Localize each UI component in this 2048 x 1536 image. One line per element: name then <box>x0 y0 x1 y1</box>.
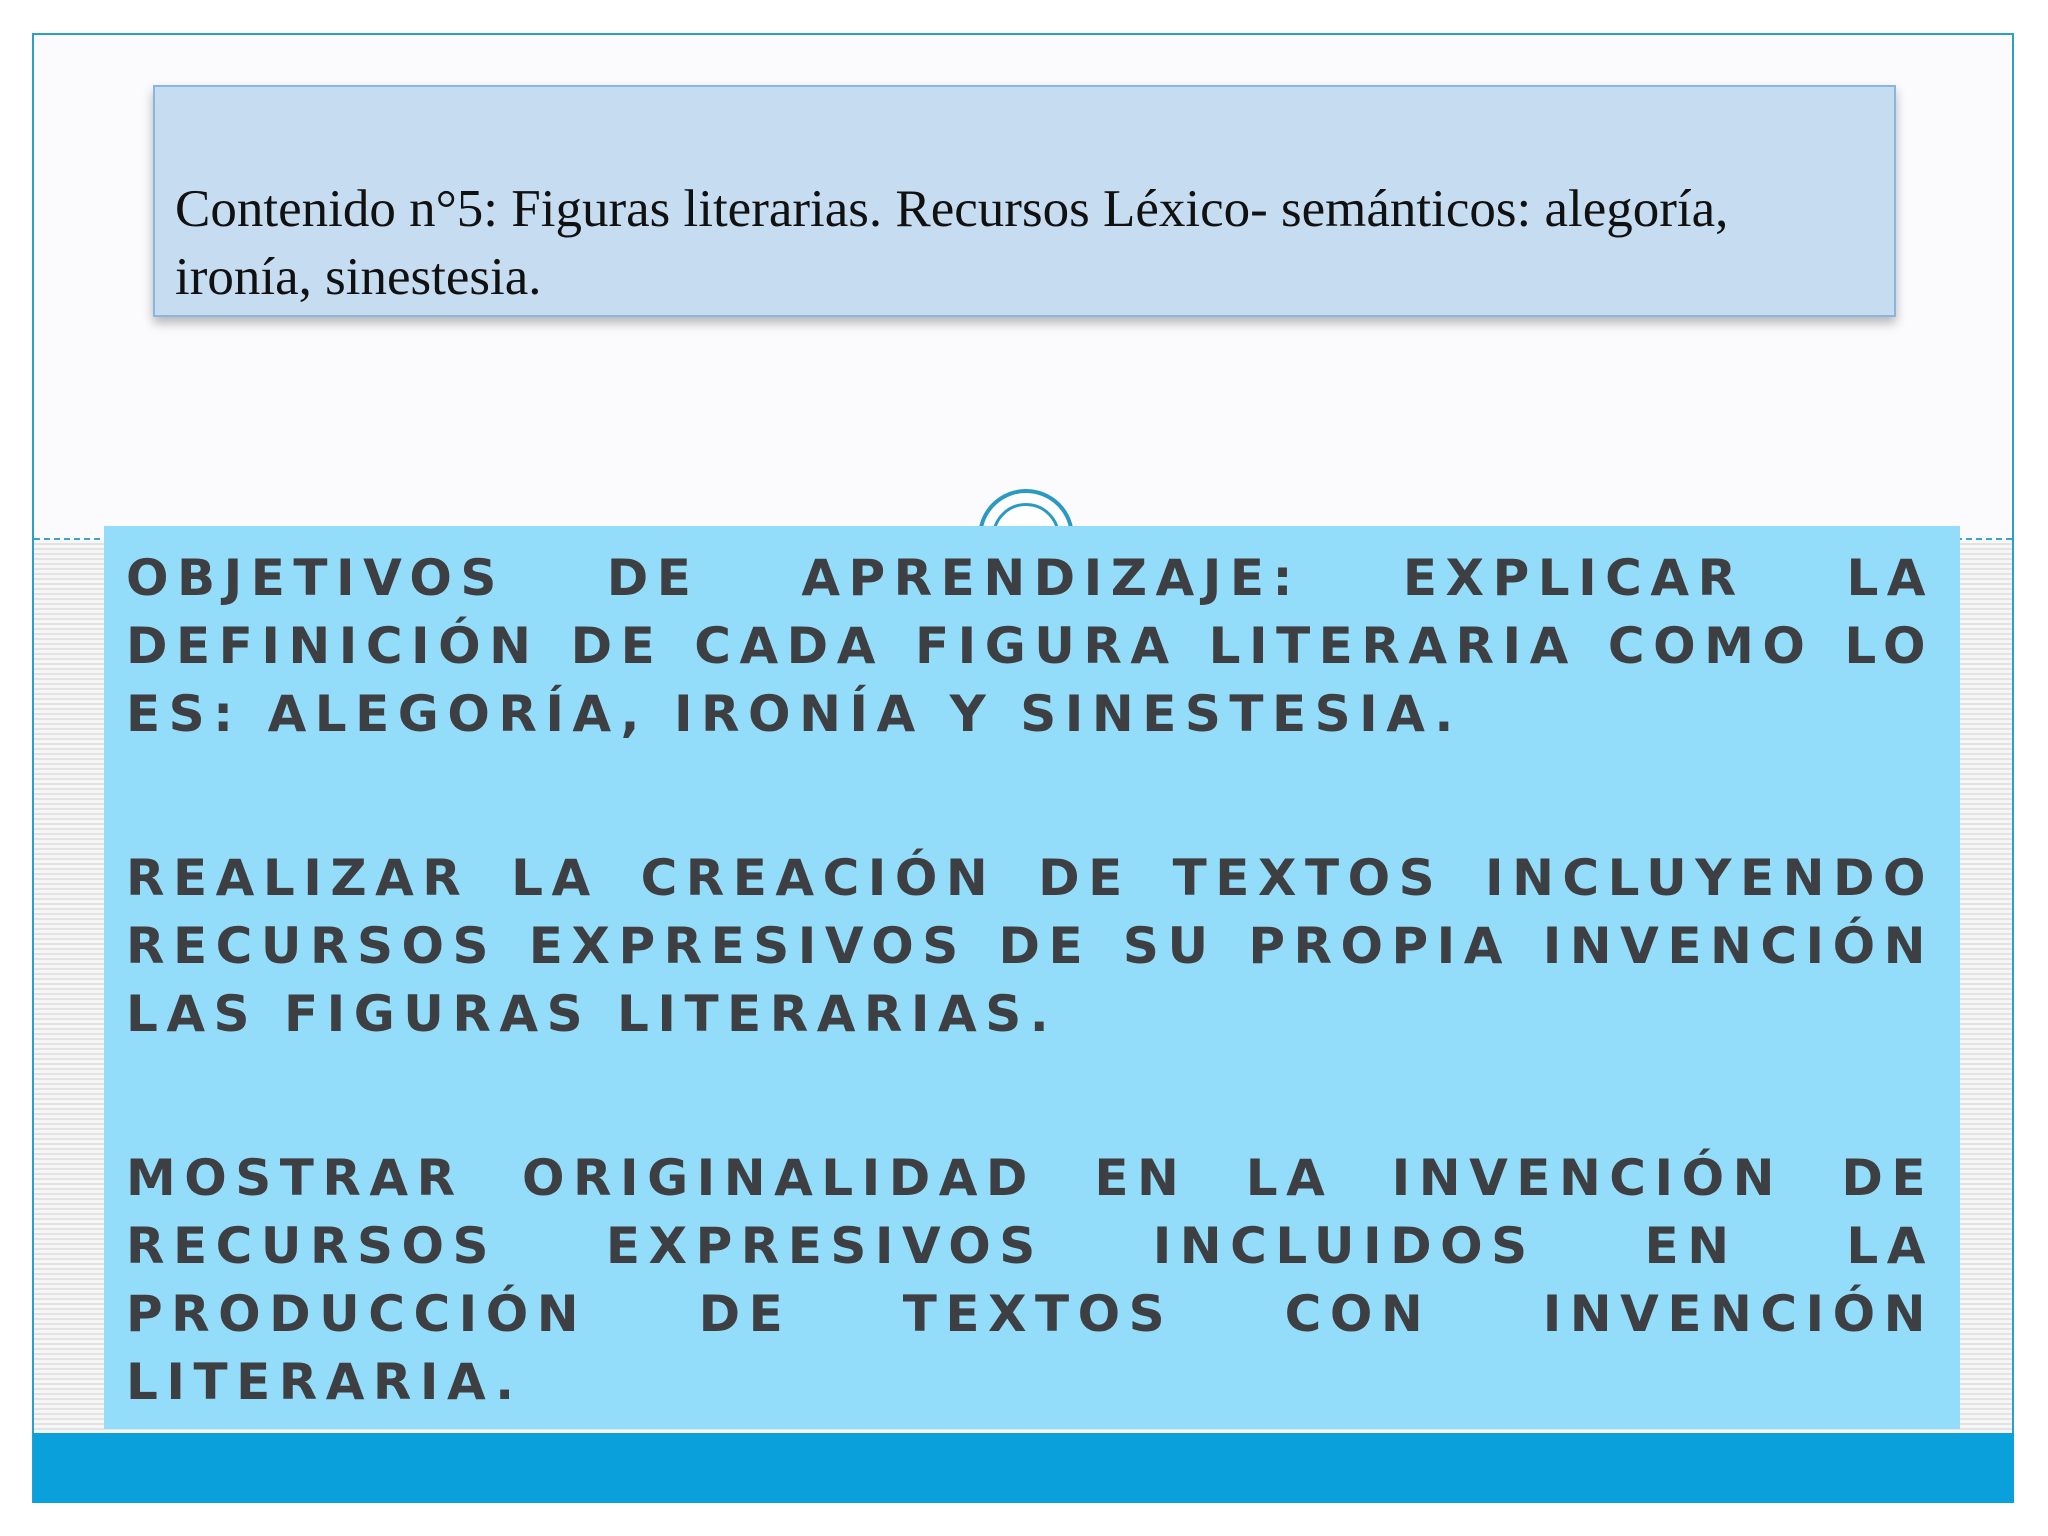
footer-bar <box>33 1433 2014 1503</box>
objectives-box <box>104 526 1960 1429</box>
objective-item: REALIZAR LA CREACIÓN DE TEXTOS INCLUYENDO RECURSOS EXPRESIVOS DE SU PROPIA INVENCIÓN LAS FIGURAS LITERARIAS. <box>126 849 1934 1043</box>
objective-item: OBJETIVOS DE APRENDIZAJE: EXPLICAR LA DEFINICIÓN DE CADA FIGURA LITERARIA COMO LO ES: ALEGORÍA, IRONÍA Y SINESTESIA. <box>126 549 1934 743</box>
objective-item: MOSTRAR ORIGINALIDAD EN LA INVENCIÓN DE RECURSOS EXPRESIVOS INCLUIDOS EN LA PRODUCCIÓN DE TEXTOS CON INVENCIÓN LITERARIA. <box>126 1149 1934 1411</box>
title-box <box>153 85 1896 317</box>
slide-title: Contenido n°5: Figuras literarias. Recursos Léxico- semánticos: alegoría, ironía, sinestesia. <box>175 180 1729 306</box>
